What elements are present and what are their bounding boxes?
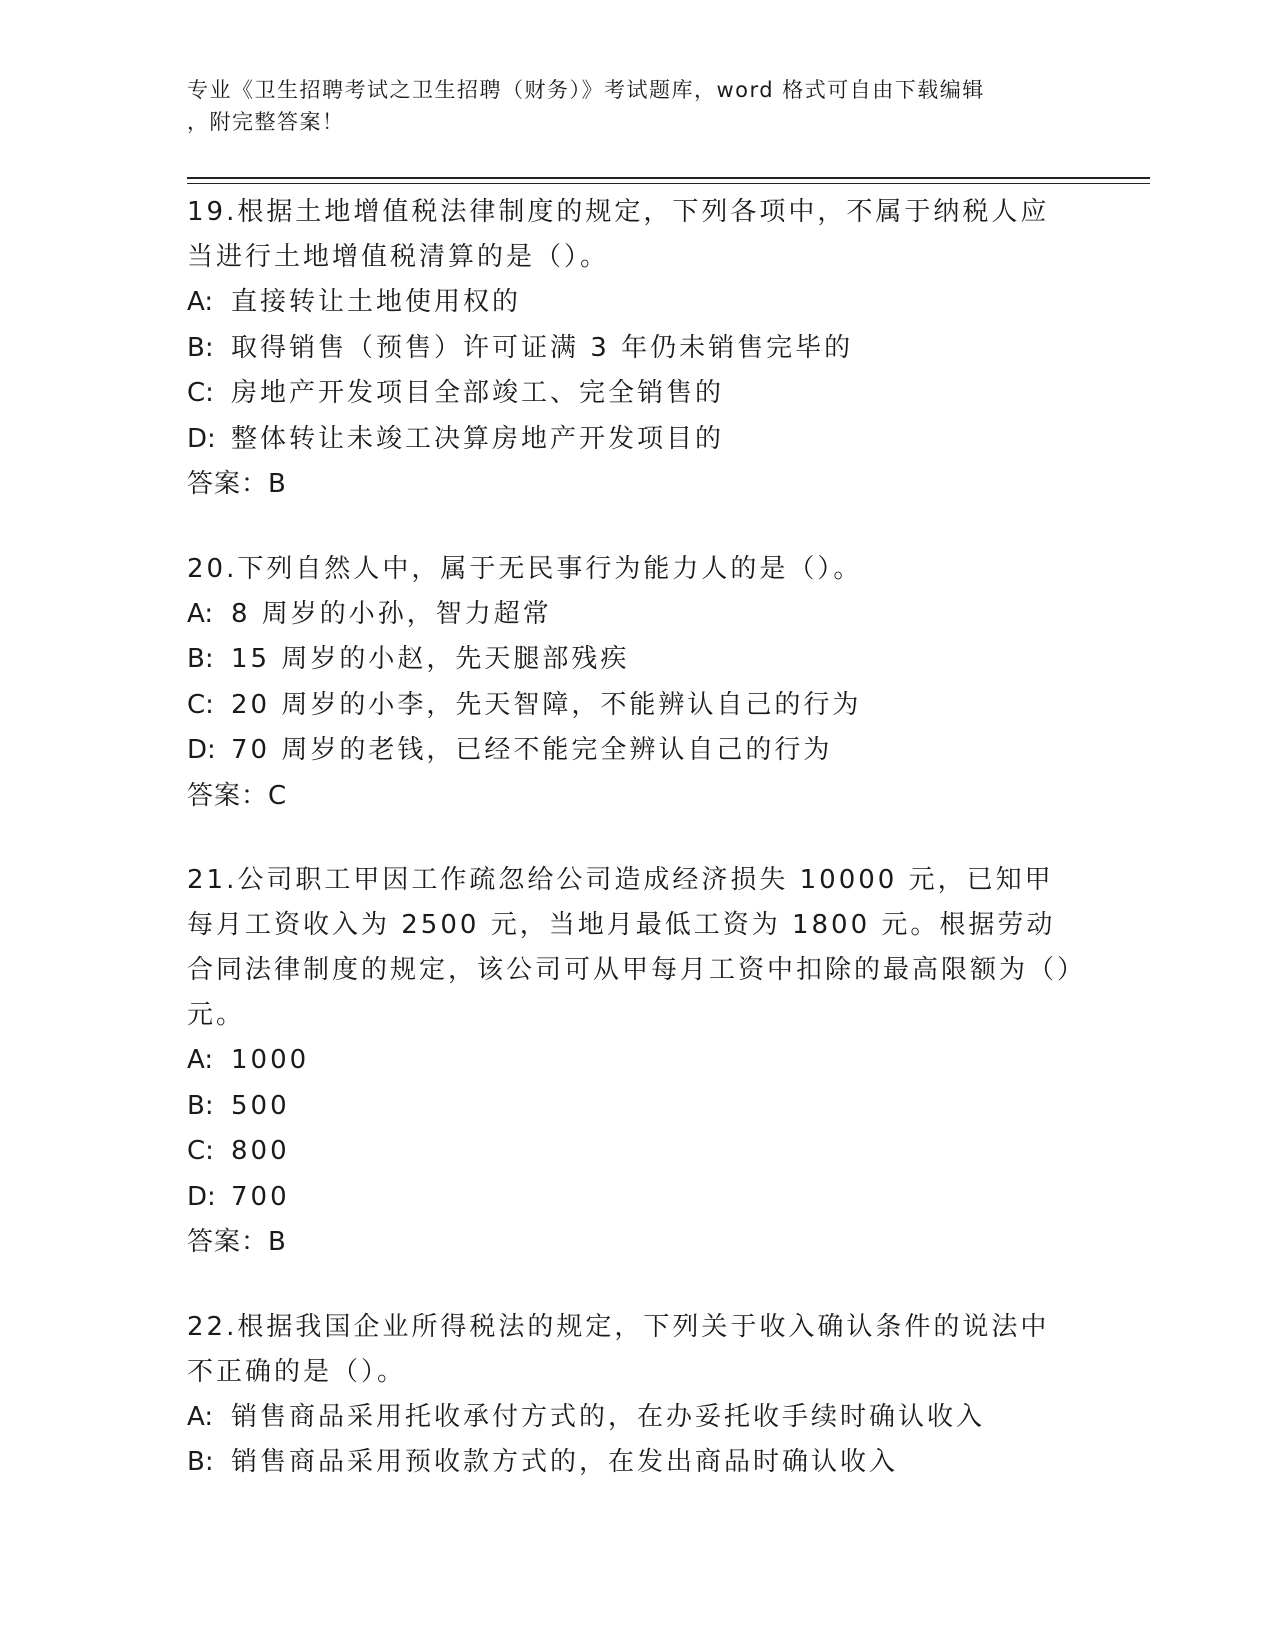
question-20: [187, 547, 1077, 820]
option-d: [187, 417, 1077, 463]
option-text: 70 周岁的老钱，已经不能完全辨认自己的行为: [231, 735, 833, 765]
option-b: [187, 1084, 1077, 1130]
option-key: B:: [187, 644, 214, 674]
option-key: C:: [187, 378, 214, 408]
option-text: 500: [231, 1090, 290, 1121]
header-divider-thick: [187, 177, 1150, 179]
option-key: C:: [187, 1136, 214, 1166]
option-key: B:: [187, 1447, 214, 1477]
option-key: D:: [187, 423, 216, 454]
option-text: 8 周岁的小孙，智力超常: [231, 598, 552, 629]
option-text: 房地产开发项目全部竣工、完全销售的: [231, 378, 725, 408]
question-stem: 22.根据我国企业所得税法的规定，下列关于收入确认条件的说法中不正确的是（）。: [187, 1311, 1050, 1387]
option-key: D:: [187, 735, 216, 765]
option-key: A:: [187, 1401, 214, 1432]
option-b: [187, 637, 1077, 683]
answer-line: 答案：C: [187, 780, 288, 811]
option-c: [187, 1129, 1077, 1175]
option-key: B:: [187, 332, 214, 363]
option-text: 15 周岁的小赵，先天腿部残疾: [231, 644, 630, 674]
option-a: [187, 1395, 1077, 1441]
option-a: [187, 1038, 1077, 1084]
option-key: C:: [187, 689, 214, 720]
option-key: B:: [187, 1090, 214, 1121]
option-text: 直接转让土地使用权的: [231, 287, 522, 317]
question-22: [187, 1305, 1077, 1486]
answer-line: 答案：B: [187, 1227, 287, 1257]
header-line-2: ，附完整答案！: [187, 110, 345, 134]
option-d: [187, 728, 1077, 774]
question-stem: 20.下列自然人中，属于无民事行为能力人的是（）。: [187, 553, 863, 584]
option-text: 20 周岁的小李，先天智障，不能辨认自己的行为: [231, 689, 862, 720]
option-text: 销售商品采用托收承付方式的，在办妥托收手续时确认收入: [231, 1401, 986, 1432]
option-text: 整体转让未竣工决算房地产开发项目的: [231, 423, 725, 454]
option-text: 800: [231, 1136, 290, 1166]
option-c: [187, 371, 1077, 417]
option-text: 销售商品采用预收款方式的，在发出商品时确认收入: [231, 1447, 899, 1477]
option-key: A:: [187, 1045, 214, 1075]
option-b: [187, 1440, 1077, 1486]
option-a: [187, 280, 1077, 326]
question-stem: 21.公司职工甲因工作疏忽给公司造成经济损失 10000 元，已知甲每月工资收入为 2500 元，当地月最低工资为 1800 元。根据劳动合同法律制度的规定，该公司可从甲每月工资中扣除的最高限额为（）元。: [187, 865, 1074, 1030]
question-19: [187, 190, 1077, 508]
option-text: 700: [231, 1181, 290, 1212]
header-divider-thin: [187, 183, 1150, 184]
document-header: [187, 74, 1067, 138]
option-key: A:: [187, 598, 214, 629]
option-key: A:: [187, 287, 214, 317]
option-c: [187, 683, 1077, 729]
option-key: D:: [187, 1181, 216, 1212]
option-b: [187, 326, 1077, 372]
option-text: 1000: [231, 1045, 310, 1075]
option-text: 取得销售（预售）许可证满 3 年仍未销售完毕的: [231, 332, 854, 363]
answer-line: 答案：B: [187, 469, 287, 499]
question-stem: 19.根据土地增值税法律制度的规定，下列各项中，不属于纳税人应当进行土地增值税清算的是（）。: [187, 197, 1050, 272]
option-d: [187, 1175, 1077, 1221]
question-21: [187, 858, 1077, 1266]
option-a: [187, 592, 1077, 638]
question-list: [187, 190, 1077, 1525]
header-line-1: 专业《卫生招聘考试之卫生招聘（财务）》考试题库，word 格式可自由下载编辑: [187, 78, 985, 102]
